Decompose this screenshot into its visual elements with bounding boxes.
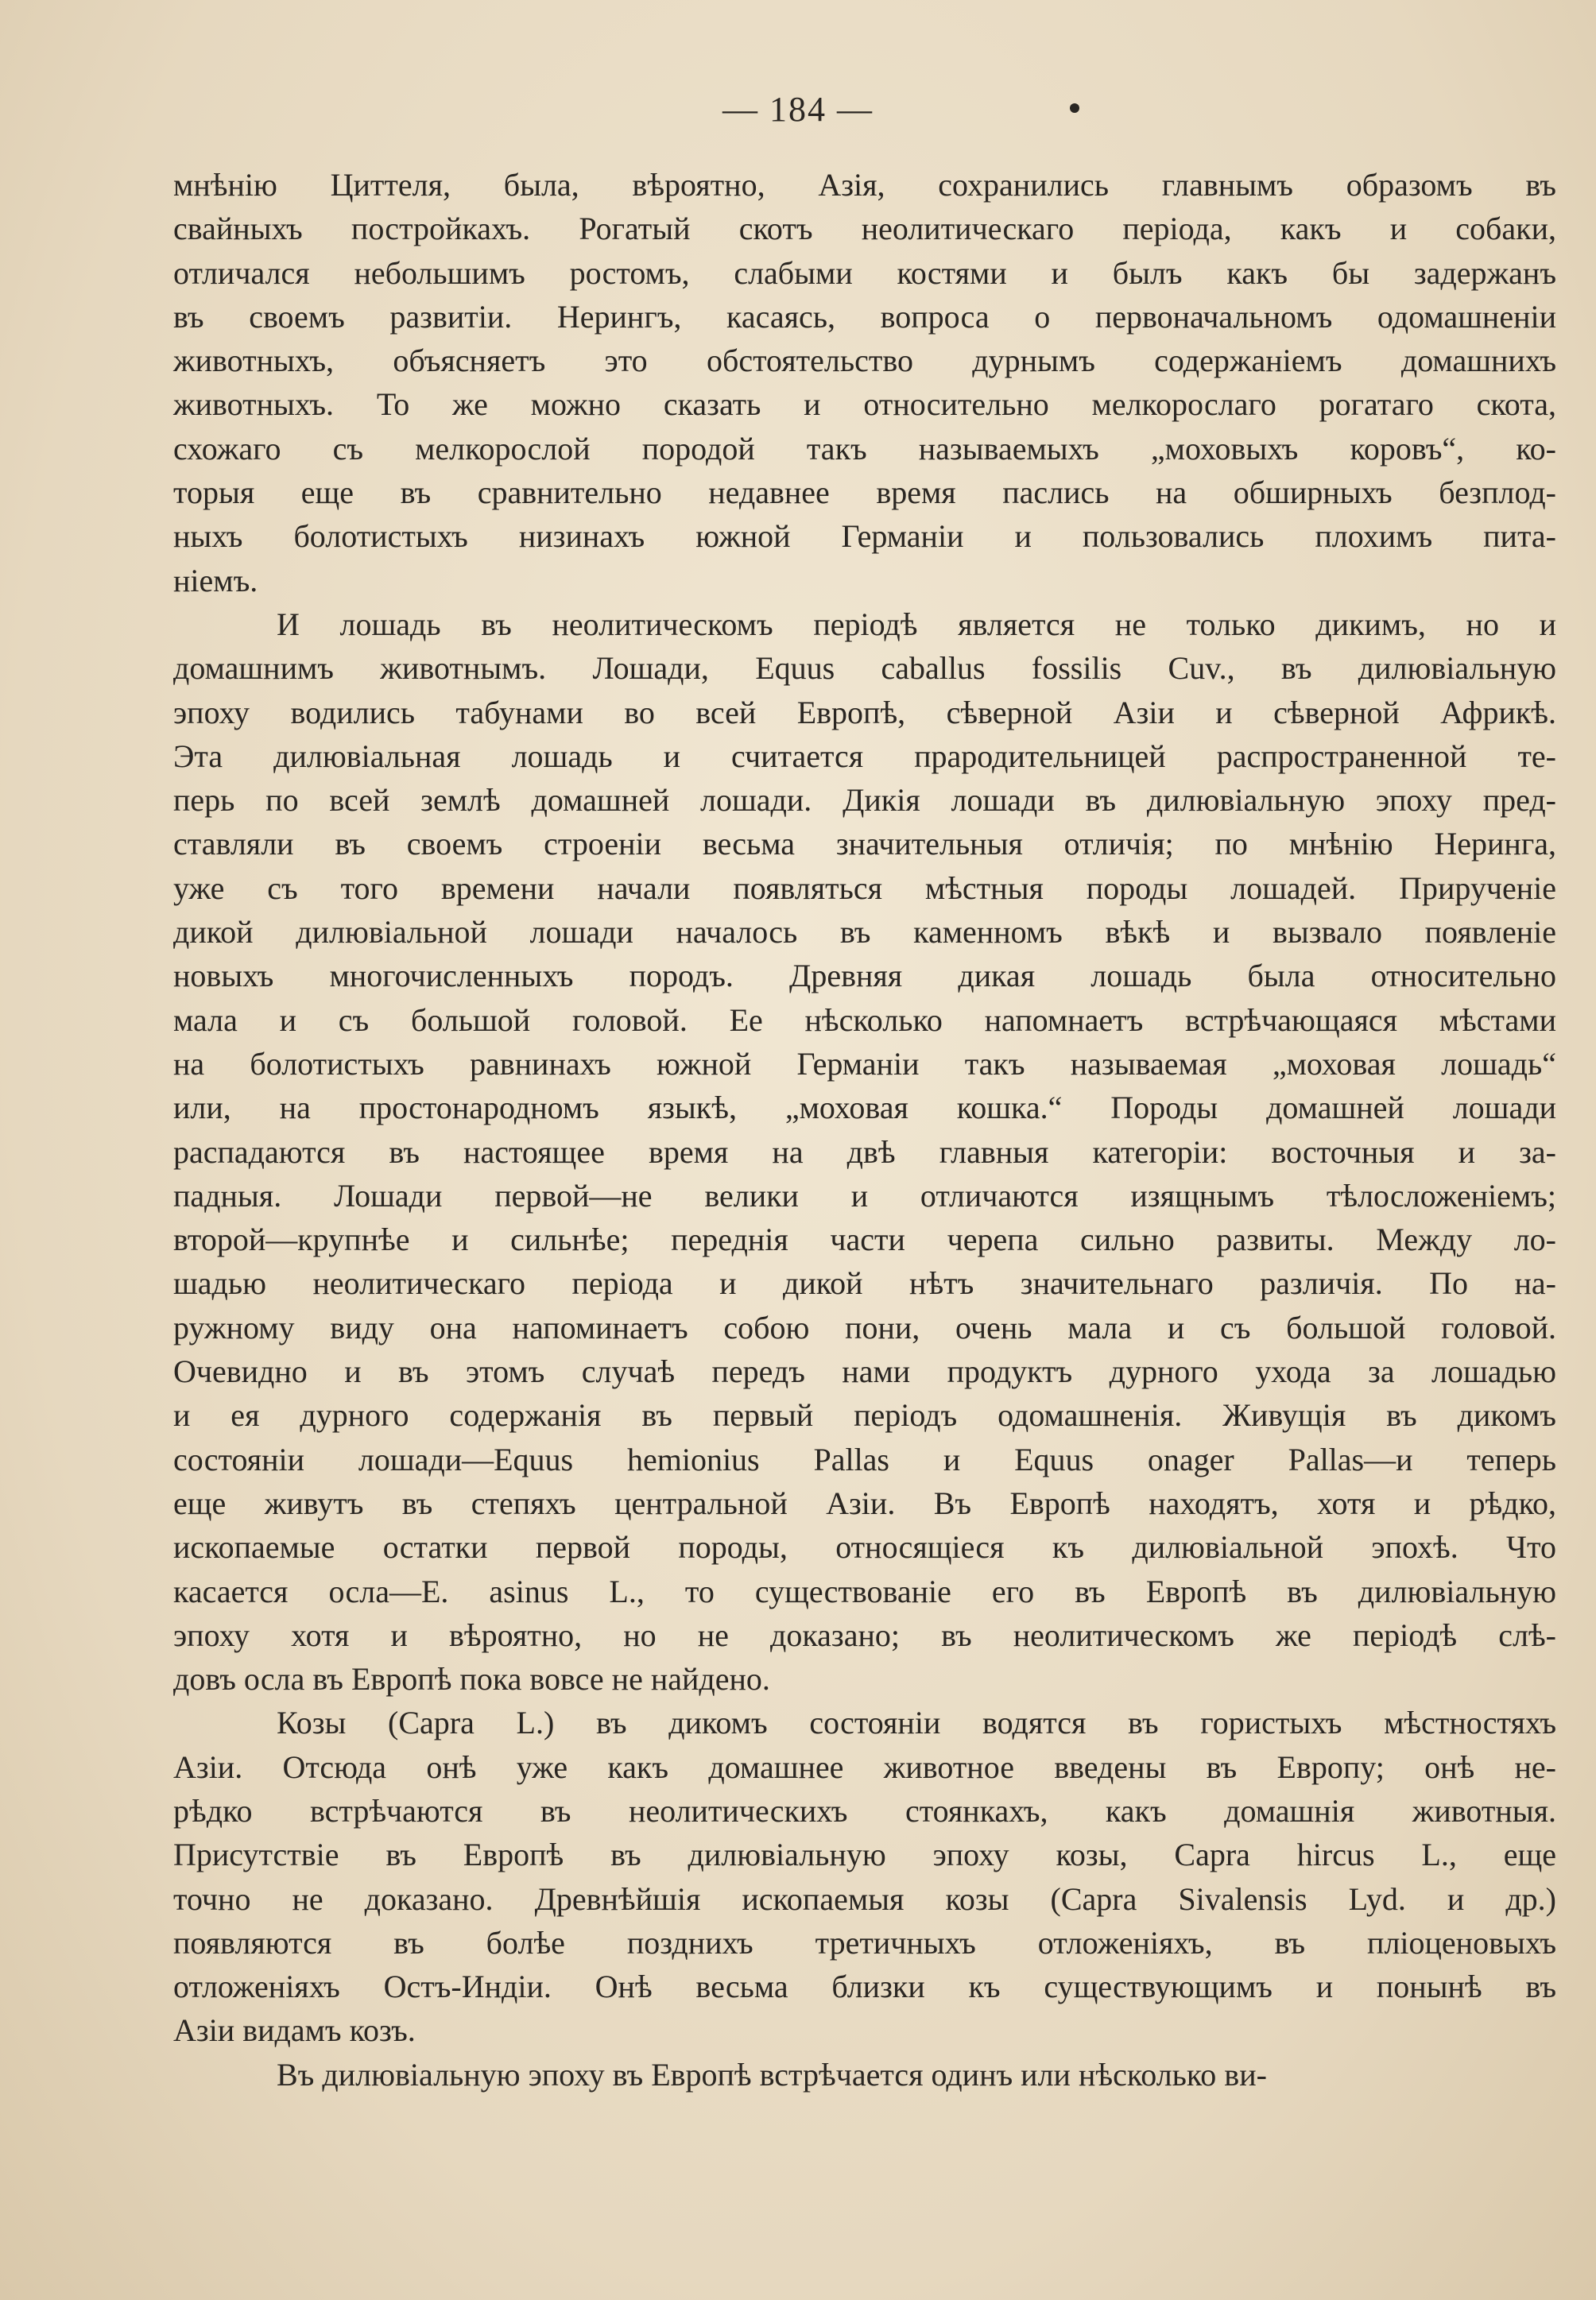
text-line: торыя еще въ сравнительно недавнее время паслись на обширныхъ безплод- (173, 474, 1556, 511)
text-line: распадаются въ настоящее время на двѣ главныя категоріи: восточныя и за- (173, 1133, 1556, 1170)
text-line: въ своемъ развитіи. Нерингъ, касаясь, вопроса о первоначальномъ одомашненіи (173, 298, 1556, 335)
text-line: свайныхъ постройкахъ. Рогатый скотъ неолитическаго періода, какъ и собаки, (173, 211, 1556, 247)
text-line: отличался небольшимъ ростомъ, слабыми костями и былъ какъ бы задержанъ (173, 254, 1556, 291)
paragraph (173, 602, 1556, 1701)
text-line: Въ дилювіальную эпоху въ Европѣ встрѣчается одинъ или нѣсколько ви- (277, 2056, 1267, 2093)
text-line: И лошадь въ неолитическомъ періодѣ является не только дикимъ, но и (277, 606, 1556, 642)
body-text (173, 163, 1556, 2097)
text-line: Присутствіе въ Европѣ въ дилювіальную эпоху козы, Capra hircus L., еще (173, 1837, 1556, 1873)
text-line: перь по всей землѣ домашней лошади. Дикія лошади въ дилювіальную эпоху пред- (173, 782, 1556, 819)
paragraph (173, 1701, 1556, 2052)
text-line: состояніи лошади—Equus hemionius Pallas и Equus onager Pallas—и теперь (173, 1441, 1556, 1477)
paragraph (173, 163, 1556, 602)
text-line: новыхъ многочисленныхъ породъ. Древняя дикая лошадь была относительно (173, 958, 1556, 994)
text-line: еще живутъ въ степяхъ центральной Азіи. Въ Европѣ находятъ, хотя и рѣдко, (173, 1485, 1556, 1521)
text-line: точно не доказано. Древнѣйшія ископаемыя козы (Capra Sivalensis Lyd. и др.) (173, 1880, 1556, 1917)
text-line: Азіи. Отсюда онѣ уже какъ домашнее животное введены въ Европу; онѣ не- (173, 1748, 1556, 1785)
text-line: эпоху хотя и вѣроятно, но не доказано; въ неолитическомъ же періодѣ слѣ- (173, 1617, 1556, 1653)
text-line: или, на простонародномъ языкѣ, „моховая кошка.“ Породы домашней лошади (173, 1090, 1556, 1126)
text-line: Козы (Capra L.) въ дикомъ состояніи водятся въ гористыхъ мѣстностяхъ (277, 1705, 1556, 1741)
text-line: ружному виду она напоминаетъ собою пони, очень мала и съ большой головой. (173, 1309, 1556, 1346)
text-line: касается осла—E. asinus L., то существованіе его въ Европѣ въ дилювіальную (173, 1573, 1556, 1609)
text-line: и ея дурного содержанія въ первый періодъ одомашненія. Живущія въ дикомъ (173, 1397, 1556, 1434)
text-line: мала и съ большой головой. Ее нѣсколько напомнаетъ встрѣчающаяся мѣстами (173, 1001, 1556, 1038)
text-line: ніемъ. (173, 562, 258, 598)
text-line: на болотистыхъ равнинахъ южной Германіи такъ называемая „моховая лошадь“ (173, 1045, 1556, 1082)
text-line: довъ осла въ Европѣ пока вовсе не найдено. (173, 1661, 770, 1698)
text-line: падныя. Лошади первой—не велики и отличаются изящнымъ тѣлосложеніемъ; (173, 1177, 1556, 1214)
text-line: животныхъ. То же можно сказать и относительно мелкорослаго рогатаго скота, (173, 386, 1556, 423)
text-line: Очевидно и въ этомъ случаѣ передъ нами продуктъ дурного ухода за лошадью (173, 1353, 1556, 1390)
text-line: схожаго съ мелкорослой породой такъ называемыхъ „моховыхъ коровъ“, ко- (173, 430, 1556, 467)
text-line: ископаемые остатки первой породы, относящіеся къ дилювіальной эпохѣ. Что (173, 1529, 1556, 1566)
text-line: эпоху водились табунами во всей Европѣ, сѣверной Азіи и сѣверной Африкѣ. (173, 694, 1556, 730)
text-line: домашнимъ животнымъ. Лошади, Equus caballus fossilis Cuv., въ дилювіальную (173, 650, 1556, 687)
text-line: ставляли въ своемъ строеніи весьма значительныя отличія; по мнѣнію Неринга, (173, 826, 1556, 862)
ink-dot (1070, 103, 1079, 113)
text-line: шадью неолитическаго періода и дикой нѣтъ значительнаго различія. По на- (173, 1265, 1556, 1302)
text-line: Азіи видамъ козъ. (173, 2012, 416, 2049)
paragraph (173, 2053, 1556, 2097)
page-number: — 184 — (722, 90, 874, 129)
text-line: Эта дилювіальная лошадь и считается прародительницей распространенной те- (173, 738, 1556, 774)
text-line: отложеніяхъ Остъ-Индіи. Онѣ весьма близки къ существующимъ и понынѣ въ (173, 1969, 1556, 2005)
text-line: рѣдко встрѣчаются въ неолитическихъ стоянкахъ, какъ домашнія животныя. (173, 1792, 1556, 1829)
text-line: второй—крупнѣе и сильнѣе; переднія части черепа сильно развиты. Между ло- (173, 1222, 1556, 1258)
text-line: дикой дилювіальной лошади началось въ каменномъ вѣкѣ и вызвало появленіе (173, 914, 1556, 951)
text-line: появляются въ болѣе позднихъ третичныхъ отложеніяхъ, въ пліоценовыхъ (173, 1924, 1556, 1961)
text-line: животныхъ, объясняетъ это обстоятельство дурнымъ содержаніемъ домашнихъ (173, 343, 1556, 379)
text-line: уже съ того времени начали появляться мѣстныя породы лошадей. Прирученіе (173, 869, 1556, 906)
text-line: ныхъ болотистыхъ низинахъ южной Германіи и пользовались плохимъ пита- (173, 518, 1556, 555)
text-line: мнѣнію Циттеля, была, вѣроятно, Азія, сохранились главнымъ образомъ въ (173, 167, 1556, 203)
